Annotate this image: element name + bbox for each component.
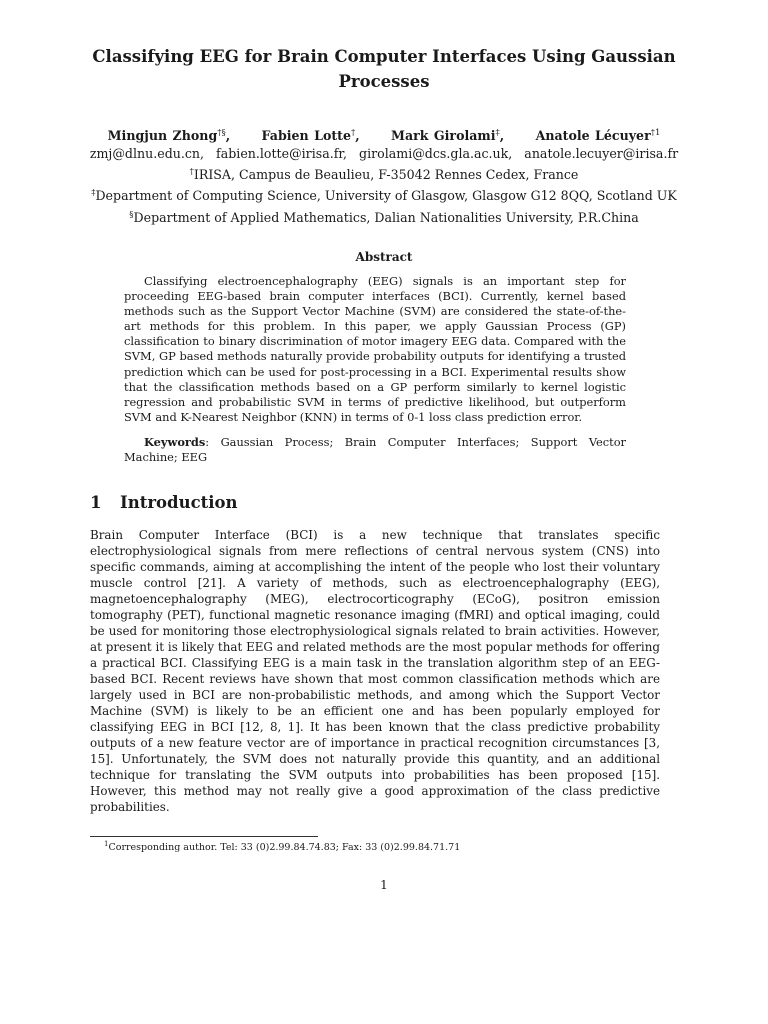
introduction-text <box>90 527 660 815</box>
author-mark: ‡ <box>495 128 500 138</box>
affiliation: §Department of Applied Mathematics, Dalian Nationalities University, P.R.China <box>129 209 639 225</box>
affiliation: ‡Department of Computing Science, University of Glasgow, Glasgow G12 8QQ, Scotland UK <box>91 188 677 204</box>
paper-title: Classifying EEG for Brain Computer Interfaces Using Gaussian Processes <box>92 47 676 91</box>
section-number: 1 <box>90 493 102 512</box>
author-mark: †1 <box>650 128 661 138</box>
author-name: Anatole Lécuyer <box>535 128 651 144</box>
abstract-heading: Abstract <box>355 250 413 264</box>
author-names: Mingjun Zhong†§, Fabien Lotte†, Mark Girolami‡, Anatole Lécuyer$^{\dagger 1}$ <box>107 128 661 144</box>
author-mark: † <box>351 128 356 138</box>
section-heading <box>90 493 238 512</box>
affiliation: †IRISA, Campus de Beaulieu, F-35042 Rennes Cedex, France <box>189 167 579 183</box>
author-name: Mark Girolami <box>391 128 496 144</box>
page-number: 1 <box>380 878 388 892</box>
abstract-text: Classifying electroencephalography (EEG) signals is an important step for proceeding EEG-based brain computer interfaces (BCI). Currently, kernel based methods such as the Support Vector Machine (SVM) are considered the state-of-the-art methods for this problem. In this paper, we apply Gaussian Process (GP) classification to binary discrimination of motor imagery EEG data. Compared with the SVM, GP based methods naturally provide probability outputs for identifying a trusted prediction which can be used for post-processing in a BCI. Experimental results show that the classification methods based on a GP perform similarly to kernel logistic regression and probabilistic SVM in terms of predictive likelihood, but outperform SVM and K-Nearest Neighbor (KNN) in terms of 0-1 loss class prediction error. <box>124 274 626 424</box>
keywords: Keywords: Gaussian Process; Brain Computer Interfaces; Support Vector Machine; EEG <box>124 434 626 465</box>
author-name: Mingjun Zhong <box>107 128 218 144</box>
footnote: $^1$Corresponding author. Tel: 33 (0)2.99.84.74.83; Fax: 33 (0)2.99.84.71.71 <box>104 840 461 854</box>
author-name: Fabien Lotte <box>261 128 352 144</box>
author-block <box>60 124 708 227</box>
abstract-body <box>124 274 626 465</box>
author-mark: †§ <box>217 128 226 138</box>
section-title: Introduction <box>120 493 238 512</box>
paragraph: Brain Computer Interface (BCI) is a new technique that translates specific electrophysiological signals from mere reflections of central nervous system (CNS) into specific commands, aiming at accomplishing the intent of the people who lost their voluntary muscle control [21]. A variety of methods, such as electroencephalography (EEG), magnetoencephalography (MEG), electrocorticography (ECoG), positron emission tomography (PET), functional magnetic resonance imaging (fMRI) and optical imaging, could be used for monitoring those electrophysiological signals related to brain activities. However, at present it is likely that EEG and related methods are the most popular methods for offering a practical BCI. Classifying EEG is a main task in the translation algorithm step of an EEG-based BCI. Recent reviews have shown that most common classification methods which are largely used in BCI are non-probabilistic methods, and among which the Support Vector Machine (SVM) is likely to be an efficient one and has been popularly employed for classifying EEG in BCI [12, 8, 1]. It has been known that the class predictive probability outputs of a new feature vector are of importance in practical recognition circumstances [3, 15]. Unfortunately, the SVM does not naturally provide this quantity, and an additional technique for translating the SVM outputs into probabilities has been proposed [15]. However, this method may not really give a good approximation of the class predictive probabilities. <box>90 528 660 814</box>
footnote-rule <box>90 836 318 837</box>
author-emails: zmj@dlnu.edu.cn, fabien.lotte@irisa.fr, girolami@dcs.gla.ac.uk, anatole.lecuyer@irisa.fr <box>89 146 679 162</box>
